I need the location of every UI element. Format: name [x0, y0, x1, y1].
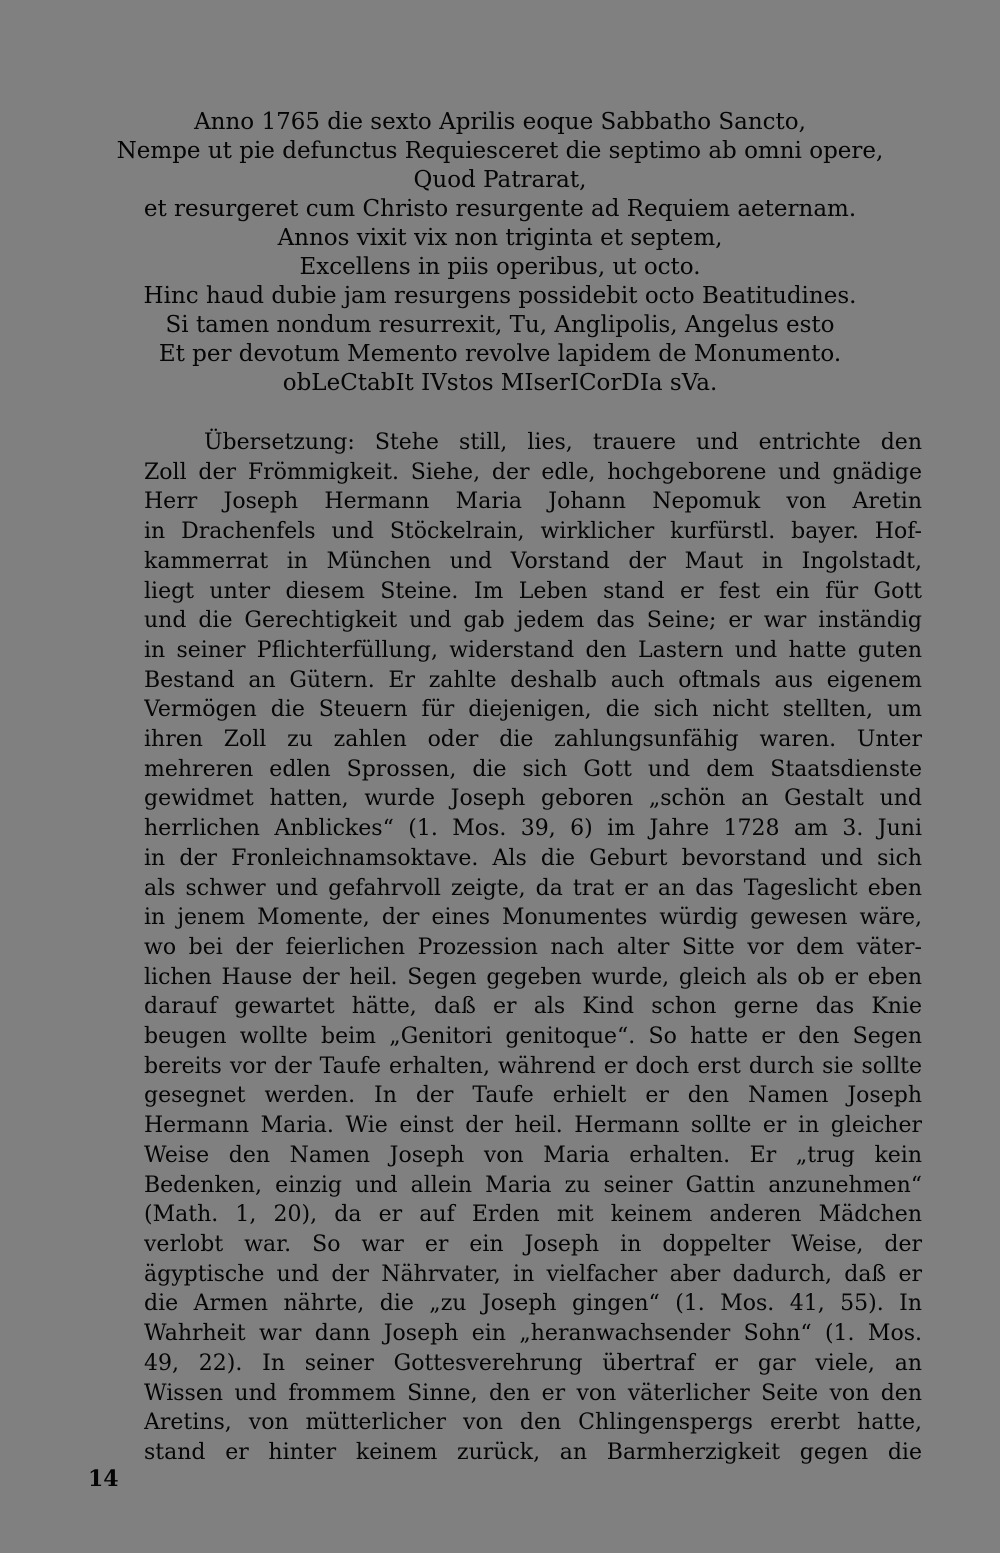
translation-line: Hermann Maria. Wie einst der heil. Hermann sollte er in gleicher: [144, 1113, 922, 1139]
translation-line: lichen Hause der heil. Segen gegeben wurde, gleich als ob er eben: [144, 964, 922, 990]
inscription-line: et resurgeret cum Christo resurgente ad Requiem aeternam.: [143, 196, 857, 222]
translation-line: liegt unter diesem Steine. Im Leben stand er fest ein für Gott: [144, 578, 922, 604]
translation-line: (Math. 1, 20), da er auf Erden mit keinem anderen Mädchen: [144, 1202, 922, 1228]
chronogram-line: obLeCtabIt IVstos MIserICorDIa sVa.: [282, 370, 718, 396]
translation-line: gewidmet hatten, wurde Joseph geboren „schön an Gestalt und: [144, 786, 922, 812]
translation-line: Aretins, von mütterlicher von den Chlingenspergs ererbt hatte,: [144, 1410, 922, 1436]
translation-line: Zoll der Frömmigkeit. Siehe, der edle, hochgeborene und gnädige: [144, 459, 922, 485]
inscription-line: Excellens in piis operibus, ut octo.: [299, 254, 701, 280]
translation-line: Weise den Namen Joseph von Maria erhalten. Er „trug kein: [144, 1142, 922, 1168]
translation-line: herrlichen Anblickes“ (1. Mos. 39, 6) im Jahre 1728 am 3. Juni: [144, 816, 922, 842]
inscription-line: Anno 1765 die sexto Aprilis eoque Sabbatho Sancto,: [194, 109, 806, 135]
inscription-line: Et per devotum Memento revolve lapidem de Monumento.: [158, 341, 842, 367]
latin-inscription: [80, 108, 920, 398]
translation-line: Bedenken, einzig und allein Maria zu seiner Gattin anzunehmen“: [144, 1172, 922, 1198]
translation-line: in seiner Pflichterfüllung, widerstand den Lastern und hatte guten: [144, 637, 922, 663]
page-number: 14: [88, 1466, 119, 1492]
translation-line: verlobt war. So war er ein Joseph in doppelter Weise, der: [144, 1231, 922, 1257]
inscription-line: Hinc haud dubie jam resurgens possidebit octo Beatitudines.: [143, 283, 857, 309]
inscription-line: Nempe ut pie defunctus Requiesceret die septimo ab omni opere,: [116, 138, 884, 164]
translation-line: und die Gerechtigkeit und gab jedem das Seine; er war inständig: [144, 608, 922, 634]
translation-line: in Drachenfels und Stöckelrain, wirklicher kurfürstl. bayer. Hof-: [144, 519, 922, 545]
translation-paragraph: [144, 428, 922, 1468]
translation-line: bereits vor der Taufe erhalten, während er doch erst durch sie sollte: [144, 1053, 922, 1079]
translation-line: Herr Joseph Hermann Maria Johann Nepomuk von Aretin: [144, 489, 922, 515]
translation-line: ägyptische und der Nährvater, in vielfacher aber dadurch, daß er: [144, 1261, 922, 1287]
translation-line: Wahrheit war dann Joseph ein „heranwachsender Sohn“ (1. Mos.: [144, 1321, 922, 1347]
translation-line: als schwer und gefahrvoll zeigte, da trat er an das Tageslicht eben: [144, 875, 922, 901]
translation-line: darauf gewartet hätte, daß er als Kind schon gerne das Knie: [144, 994, 922, 1020]
translation-line: mehreren edlen Sprossen, die sich Gott und dem Staatsdienste: [144, 756, 922, 782]
translation-line: Wissen und frommem Sinne, den er von väterlicher Seite von den: [144, 1380, 922, 1406]
translation-line: Bestand an Gütern. Er zahlte deshalb auch oftmals aus eigenem: [144, 667, 922, 693]
translation-line: Übersetzung: Stehe still, lies, trauere und entrichte den: [204, 430, 922, 455]
inscription-line: Si tamen nondum resurrexit, Tu, Anglipolis, Angelus esto: [165, 312, 835, 338]
translation-line: gesegnet werden. In der Taufe erhielt er den Namen Joseph: [144, 1083, 922, 1109]
translation-line: kammerrat in München und Vorstand der Maut in Ingolstadt,: [144, 548, 922, 574]
translation-line: stand er hinter keinem zurück, an Barmherzigkeit gegen die: [144, 1439, 922, 1465]
translation-line: wo bei der feierlichen Prozession nach alter Sitte vor dem väter-: [144, 934, 922, 960]
translation-line: ihren Zoll zu zahlen oder die zahlungsunfähig waren. Unter: [144, 727, 922, 753]
translation-line: 49, 22). In seiner Gottesverehrung übertraf er gar viele, an: [144, 1350, 922, 1376]
translation-line: die Armen nährte, die „zu Joseph gingen“ (1. Mos. 41, 55). In: [144, 1291, 922, 1317]
translation-line: Vermögen die Steuern für diejenigen, die sich nicht stellten, um: [144, 697, 922, 723]
translation-line: in der Fronleichnamsoktave. Als die Geburt bevorstand und sich: [144, 845, 922, 871]
translation-line: beugen wollte beim „Genitori genitoque“. So hatte er den Segen: [144, 1024, 922, 1050]
inscription-line: Annos vixit vix non triginta et septem,: [277, 225, 723, 251]
translation-line: in jenem Momente, der eines Monumentes würdig gewesen wäre,: [144, 905, 922, 931]
inscription-line: Quod Patrarat,: [413, 167, 587, 193]
